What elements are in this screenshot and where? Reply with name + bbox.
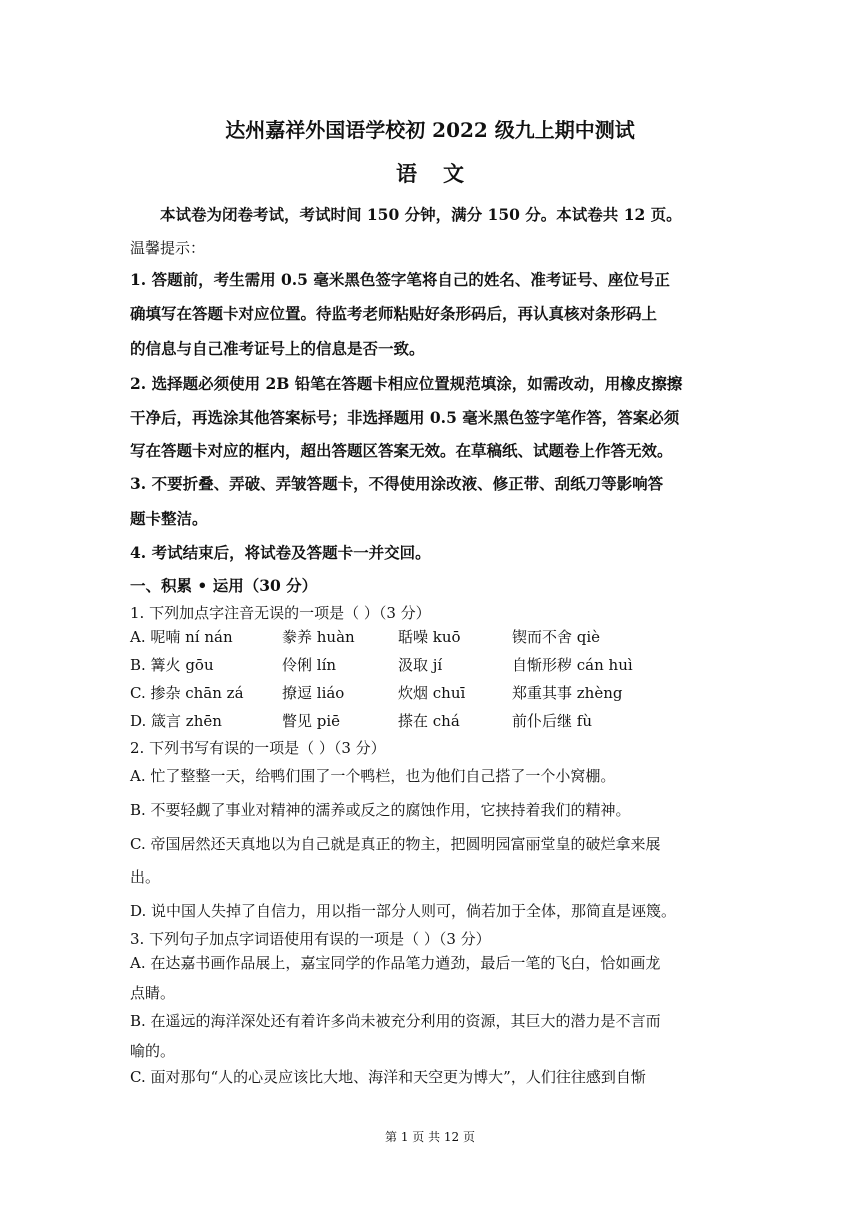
option-cell: 搽在 chá [398,712,460,730]
q2-option-b: B. 不要轻觑了事业对精神的濡养或反之的腐蚀作用，它挟持着我们的精神。 [130,801,631,819]
option-cell: 郑重其事 zhèng [512,684,623,702]
tips-heading: 温馨提示： [130,239,206,257]
option-cell: 炊烟 chuī [398,684,466,702]
tip-line: 写在答题卡对应的框内，超出答题区答案无效。在草稿纸、试题卷上作答无效。 [130,441,673,460]
q2-option-c-continued: 出。 [130,868,161,886]
question-3-stem: 3. 下列句子加点字词语使用有误的一项是（ ）（3 分） [130,930,491,948]
option-cell: A. 呢喃 ní nán [130,628,233,646]
q2-option-c: C. 帝国居然还天真地以为自己就是真正的物主，把圆明园富丽堂皇的破烂拿来展 [130,835,661,853]
option-cell: 前仆后继 fù [512,712,592,730]
option-cell: 锲而不舍 qiè [512,628,601,646]
question-2-stem: 2. 下列书写有误的一项是（ ）（3 分） [130,739,386,757]
exam-intro: 本试卷为闭卷考试，考试时间 150 分钟，满分 150 分。本试卷共 12 页。 [160,205,682,224]
option-cell: 豢养 huàn [282,628,355,646]
option-cell: C. 掺杂 chān zá [130,684,244,702]
exam-title: 达州嘉祥外国语学校初 2022 级九上期中测试 [225,118,635,142]
tip-line: 4. 考试结束后，将试卷及答题卡一并交回。 [130,543,431,562]
option-cell: 聒噪 kuō [398,628,461,646]
option-cell: 伶俐 lín [282,656,337,674]
tip-line: 题卡整洁。 [130,509,208,528]
option-cell: D. 箴言 zhēn [130,712,222,730]
q2-option-d: D. 说中国人失掉了自信力，用以指一部分人则可，倘若加于全体，那简直是诬篾。 [130,902,677,920]
tip-line: 干净后，再选涂其他答案标号；非选择题用 0.5 毫米黑色签字笔作答，答案必须 [130,408,680,427]
q2-option-a: A. 忙了整整一天，给鸭们围了一个鸭栏，也为他们自己搭了一个小窝棚。 [130,767,616,785]
subject-title: 语文 [396,161,490,186]
option-cell: B. 篝火 gōu [130,656,214,674]
option-cell: 撩逗 liáo [282,684,345,702]
tip-line: 2. 选择题必须使用 2B 铅笔在答题卡相应位置规范填涂，如需改动，用橡皮擦擦 [130,374,683,393]
tip-line: 1. 答题前，考生需用 0.5 毫米黑色签字笔将自己的姓名、准考证号、座位号正 [130,270,670,289]
tip-line: 3. 不要折叠、弄破、弄皱答题卡，不得使用涂改液、修正带、刮纸刀等影响答 [130,474,664,493]
q3-option-a-continued: 点睛。 [130,984,176,1002]
tip-line: 确填写在答题卡对应位置。待监考老师粘贴好条形码后，再认真核对条形码上 [130,304,658,323]
q3-option-a: A. 在达嘉书画作品展上，嘉宝同学的作品笔力遒劲，最后一笔的飞白，恰如画龙 [130,954,661,972]
tip-line: 的信息与自己准考证号上的信息是否一致。 [130,339,425,358]
page-footer: 第 1 页 共 12 页 [385,1130,475,1144]
q3-option-b-continued: 喻的。 [130,1042,176,1060]
option-cell: 汲取 jí [398,656,443,674]
q3-option-c: C. 面对那句“人的心灵应该比大地、海洋和天空更为博大”，人们往往感到自惭 [130,1068,646,1086]
q3-option-b: B. 在遥远的海洋深处还有着许多尚未被充分利用的资源，其巨大的潜力是不言而 [130,1012,661,1030]
question-1-stem: 1. 下列加点字注音无误的一项是（ ）（3 分） [130,604,431,622]
option-cell: 瞥见 piē [282,712,341,730]
option-cell: 自惭形秽 cán huì [512,656,633,674]
section-heading: 一、积累 • 运用（30 分） [130,576,318,595]
